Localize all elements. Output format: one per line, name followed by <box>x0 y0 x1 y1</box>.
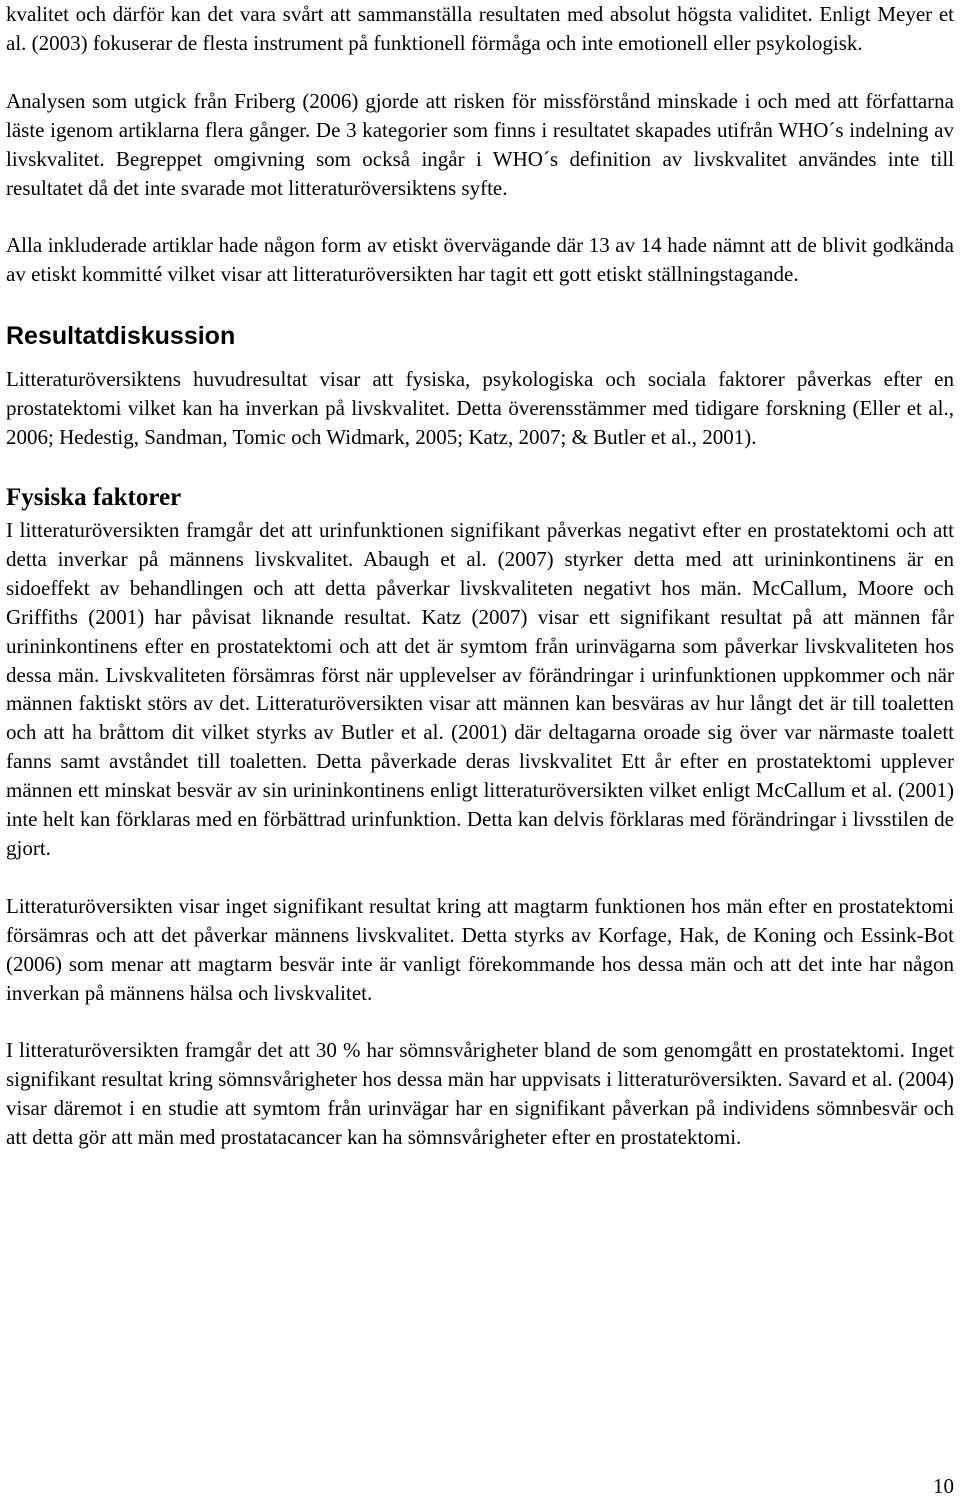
paragraph-analysis: Analysen som utgick från Friberg (2006) gjorde att risken för missförstånd minskade i och med att författarna läste igenom artiklarna flera gånger. De 3 kategorier som finns i resultatet skapades utifrån WHO´s indelning av livskvalitet. Begreppet omgivning som också ingår i WHO´s definition av livskvalitet användes inte till resultatet då det inte svarade mot litteraturöversiktens syfte. <box>6 88 954 200</box>
paragraph-validity: kvalitet och därför kan det vara svårt att sammanställa resultaten med absolut högsta validitet. Enligt Meyer et al. (2003) fokuserar de flesta instrument på funktionell förmåga och inte emotionell eller psykologisk. <box>6 2 954 55</box>
paragraph-bowel-function: Litteraturöversikten visar inget signifikant resultat kring att magtarm funktionen hos män efter en prostatektomi försämras och att det påverkar männens livskvalitet. Detta styrks av Korfage, Hak, de Koning och Essink-Bot (2006) som menar att magtarm besvär inte är vanligt förekommande hos dessa män och att det inte har någon inverkan på männens hälsa och livskvalitet. <box>6 893 954 1005</box>
paragraph-ethics: Alla inkluderade artiklar hade någon form av etiskt övervägande där 13 av 14 hade nämnt att de blivit godkända av etiskt kommitté vilket visar att litteraturöversikten har tagit ett gott etiskt ställningstagande. <box>6 233 954 287</box>
page-number: 10 <box>933 1474 954 1498</box>
subsection-heading-fysiska-faktorer: Fysiska faktorer <box>6 483 182 511</box>
paragraph-sleep: I litteraturöversikten framgår det att 30 % har sömnsvårigheter bland de som genomgått en prostatektomi. Inget signifikant resultat kring sömnsvårigheter hos dessa män har uppvisats i litteraturöversikten. Savard et al. (2004) visar däremot i en studie att symtom från urinvägar har en signifikant påverkan på individens sömnbesvär och att detta gör att män med prostatacancer kan ha sömnsvårigheter efter en prostatektomi. <box>6 1038 954 1150</box>
paragraph-main-result: Litteraturöversiktens huvudresultat visar att fysiska, psykologiska och sociala faktorer påverkas efter en prostatektomi vilket kan ha inverkan på livskvalitet. Detta överensstämmer med tidigare forskning (Eller et al., 2006; Hedestig, Sandman, Tomic och Widmark, 2005; Katz, 2007; & Butler et al., 2001). <box>6 367 954 450</box>
paragraph-urinary-function: I litteraturöversikten framgår det att urinfunktionen signifikant påverkas negativt efter en prostatektomi och att detta inverkar på männens livskvalitet. Abaugh et al. (2007) styrker detta med att urininkontinens är en sidoeffekt av behandlingen och att detta påverkar livskvaliteten negativt hos män. McCallum, Moore och Griffiths (2001) har påvisat liknande resultat. Katz (2007) visar ett signifikant resultat på att männen får urininkontinens efter en prostatektomi och att det är symtom från urinvägarna som påverkar livskvaliteten hos dessa män. Livskvaliteten försämras först när upplevelser av förändringar i urinfunktionen uppkommer och när männen faktiskt störs av det. Litteraturöversikten visar att männen kan besväras av hur långt det är till toaletten och att ha bråttom dit vilket styrks av Butler et al. (2001) där deltagarna oroade sig över var närmaste toalett fanns samt avståndet till toaletten. Detta påverkade deras livskvalitet Ett år efter en prostatektomi upplever männen ett minskat besvär av sin urininkontinens enligt litteraturöversikten vilket enligt McCallum et al. (2001) inte helt kan förklaras med en förbättrad urinfunktion. Detta kan delvis förklaras med förändringar i livsstilen de gjort. <box>6 517 954 860</box>
section-heading-resultatdiskussion: Resultatdiskussion <box>6 322 236 351</box>
document-page <box>6 0 954 1152</box>
